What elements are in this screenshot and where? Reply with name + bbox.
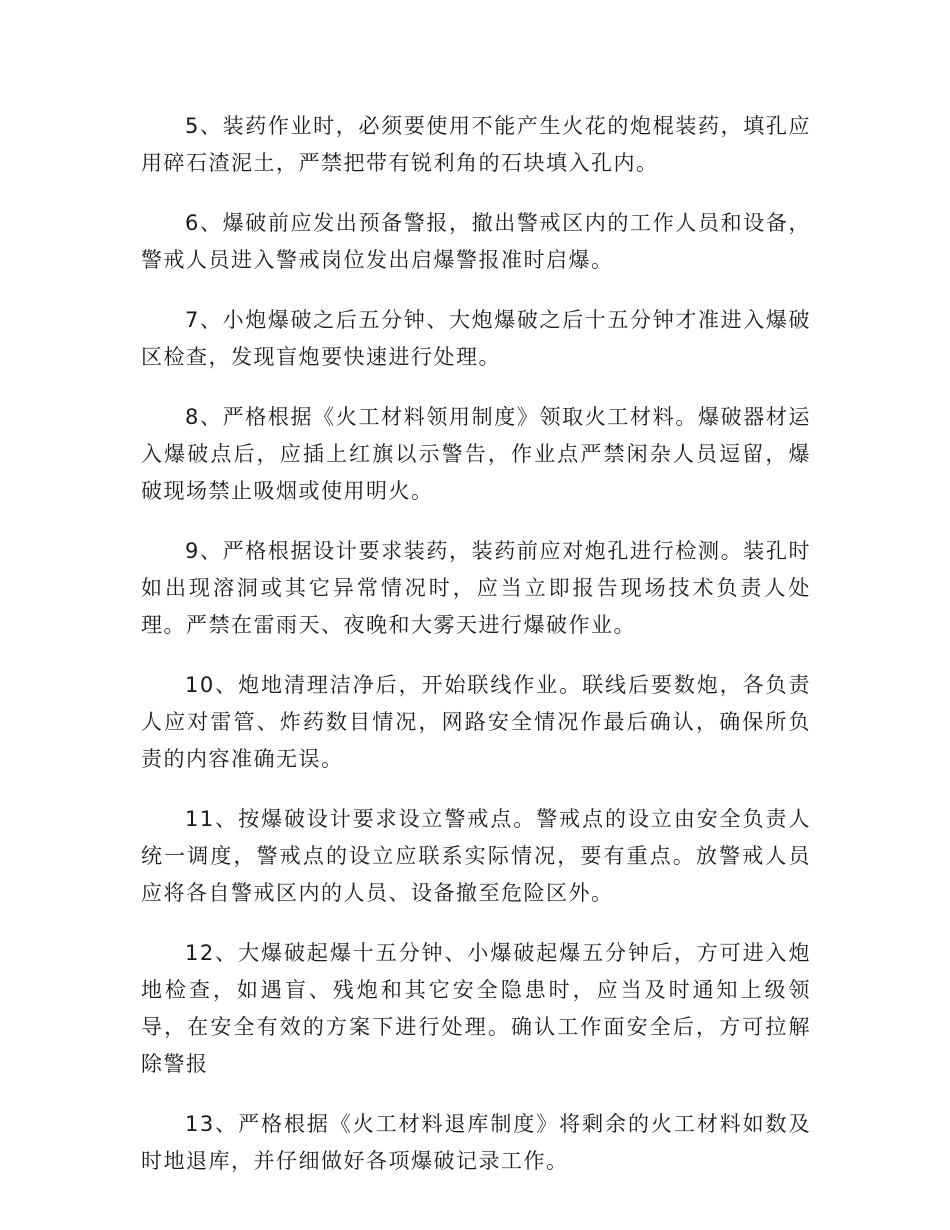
paragraph-item-12: 12、大爆破起爆十五分钟、小爆破起爆五分钟后，方可进入炮地检查，如遇盲、残炮和其它安全隐患时，应当及时通知上级领导，在安全有效的方案下进行处理。确认工作面安全后，方可拉解除警报 <box>141 941 811 1076</box>
paragraph-item-10: 10、炮地清理洁净后，开始联线作业。联线后要数炮，各负责人应对雷管、炸药数目情况，网路安全情况作最后确认，确保所负责的内容准确无误。 <box>141 673 811 771</box>
document-body <box>141 108 811 1203</box>
paragraph-item-5: 5、装药作业时，必须要使用不能产生火花的炮棍装药，填孔应用碎石渣泥土，严禁把带有锐利角的石块填入孔内。 <box>141 114 811 175</box>
paragraph-item-8: 8、严格根据《火工材料领用制度》领取火工材料。爆破器材运入爆破点后，应插上红旗以示警告，作业点严禁闲杂人员逗留，爆破现场禁止吸烟或使用明火。 <box>141 405 811 503</box>
paragraph-item-9: 9、严格根据设计要求装药，装药前应对炮孔进行检测。装孔时如出现溶洞或其它异常情况时，应当立即报告现场技术负责人处理。严禁在雷雨天、夜晚和大雾天进行爆破作业。 <box>141 539 811 637</box>
paragraph-item-7: 7、小炮爆破之后五分钟、大炮爆破之后十五分钟才准进入爆破区检查，发现盲炮要快速进行处理。 <box>141 308 811 369</box>
paragraph-item-6: 6、爆破前应发出预备警报，撤出警戒区内的工作人员和设备，警戒人员进入警戒岗位发出启爆警报准时启爆。 <box>141 211 811 272</box>
paragraph-item-11: 11、按爆破设计要求设立警戒点。警戒点的设立由安全负责人统一调度，警戒点的设立应联系实际情况，要有重点。放警戒人员应将各自警戒区内的人员、设备撤至危险区外。 <box>141 807 811 905</box>
paragraph-item-13: 13、严格根据《火工材料退库制度》将剩余的火工材料如数及时地退库，并仔细做好各项爆破记录工作。 <box>141 1112 811 1173</box>
